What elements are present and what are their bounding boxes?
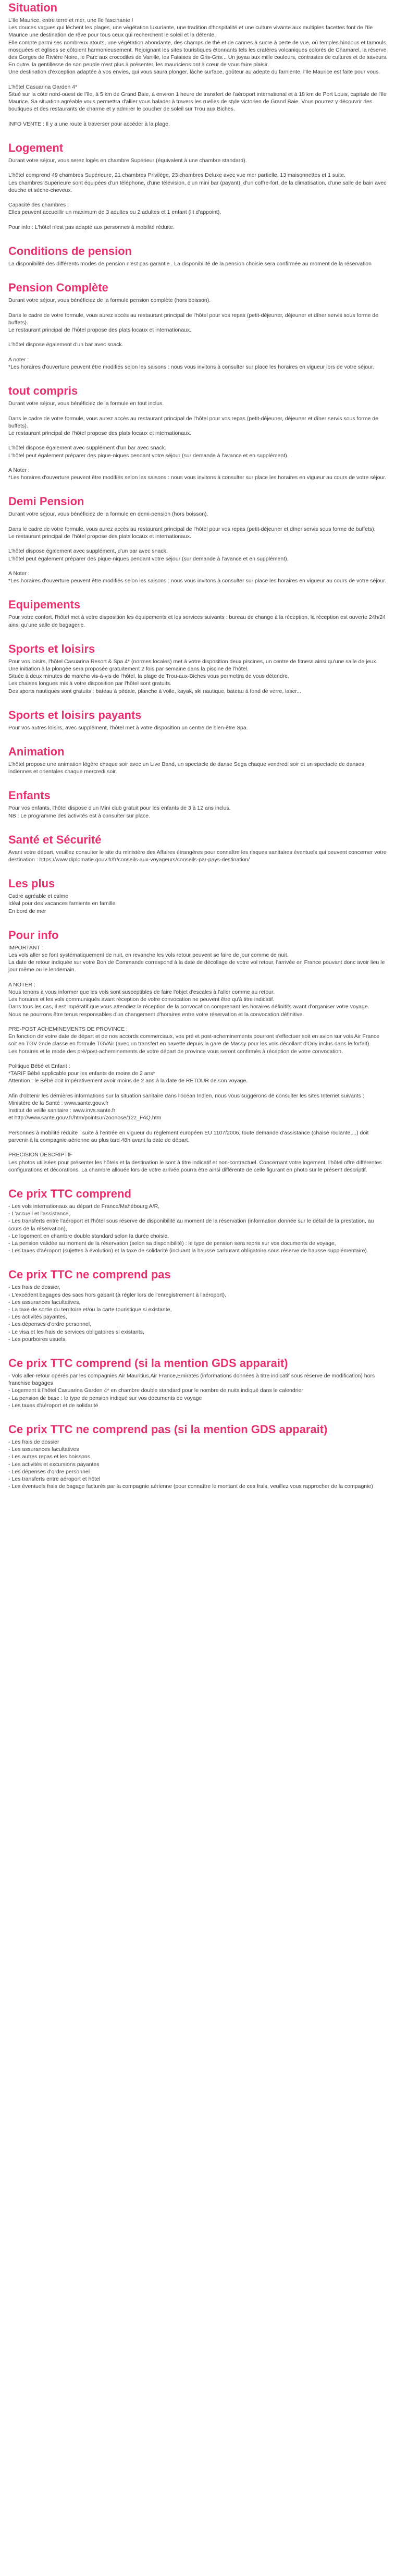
paragraph: Afin d'obtenir les dernières informations sur la situation sanitaire dans l'océan Indien, nous vous suggérons de consulter les sites Internet suivants : [8,1092,364,1099]
paragraph-spacer [8,164,389,172]
paragraph-spacer [8,1144,389,1151]
section-body [8,1203,389,1254]
paragraph: A Noter : [8,467,30,473]
paragraph: L'hôtel comprend 49 chambres Supérieure, 21 chambres Privilège, 23 chambres Deluxe avec vue mer partielle, 13 maisonnettes et 1 suite. [8,172,345,179]
paragraph: Des sports nautiques sont gratuits : bateau à pédale, planche à voile, kayak, ski nautique, bateau à fond de verre, laser... [8,688,302,694]
paragraph: Située à deux minutes de marche vis-à-vis de l'hôtel, la plage de Trou-aux-Biches vous permettra de vous détendre. [8,673,289,680]
paragraph: Situé sur la côte nord-ouest de l'île, à 5 km de Grand Baie, à environ 1 heure de transfert de l'aéroport international et à 18 km de Port Louis, capitale de l'Ile Maurice. Sa situation agréable vous permettra d'allier vous balader à travers les ruelles de style victorien de Grand Baie. Vous pourrez y découvrir des boutiques et des restaurants de charme et y admirer le coucher de soleil sur Trou aux Biches. [8,91,387,113]
paragraph: A Noter : [8,570,30,577]
paragraph: - L'accueil et l'assistance, [8,1211,70,1217]
paragraph: Le restaurant principal de l'hôtel propose des plats locaux et internationaux. [8,533,192,540]
paragraph-spacer [8,1018,389,1025]
paragraph: Elles peuvent accueillir un maximum de 3 adultes ou 2 adultes et 1 enfant (lit d'appoint). [8,209,221,216]
section-body [8,510,389,584]
paragraph: PRE-POST ACHEMINEMENTS DE PROVINCE : [8,1026,128,1033]
section-title: Pension Complète [8,281,108,295]
paragraph: Pour votre confort, l'hôtel met à votre disposition les équipements et les services suivants : bureau de change à la réception, la réception est ouverte 24h/24 ainsi qu'une salle de bagagerie. [8,614,386,628]
section [8,877,389,915]
paragraph: L'hôtel dispose également d'un bar avec snack. [8,341,124,348]
paragraph: Personnes à mobilité réduite : suite à l'entrée en vigueur du règlement européen EU 1107/2006, toute demande d'assistance (chaise roulante,...) doit parvenir à la compagnie aérienne au plus tard 48h avant la date de départ. [8,1129,369,1144]
section-body [8,260,389,267]
paragraph: Durant votre séjour, vous bénéficiez de la formule en demi-pension (hors boisson). [8,511,208,518]
paragraph: - Les assurances facultatives [8,1446,79,1453]
paragraph: - Les transferts entre l'aéroport et l'hôtel sous réserve de disponibilité au moment de la réservation (information donnée sur le détail de la prestation, au cours de la réservation), [8,1218,374,1232]
section-body [8,17,389,128]
section [8,1,389,128]
section-title: Pour info [8,928,59,942]
section [8,745,389,775]
paragraph-spacer [8,113,389,120]
section [8,1357,389,1409]
paragraph: Dans le cadre de votre formule, vous aurez accès au restaurant principal de l'hôtel pour vos repas (petit-déjeuner, déjeuner et dîner servis sous forme de buffets). [8,415,378,429]
paragraph-spacer [8,518,389,526]
paragraph: - Les dépenses d'ordre personnel, [8,1321,92,1328]
section-title: Enfants [8,789,51,802]
section-title: Les plus [8,877,55,890]
paragraph-spacer [8,1055,389,1063]
paragraph: Durant votre séjour, vous bénéficiez de la formule en tout inclus. [8,400,164,407]
section [8,833,389,863]
paragraph-spacer [8,974,389,981]
paragraph: Capacité des chambres : [8,202,69,209]
paragraph: L'hôtel Casuarina Garden 4* [8,83,78,90]
paragraph: - Les éventuels frais de bagage facturés par la compagnie aérienne (pour connaître le montant de ces frais, veuillez vous rapprocher de la compagnie) [8,1483,373,1490]
paragraph-spacer [8,563,389,570]
paragraph: Les photos utilisées pour présenter les hôtels et la destination le sont à titre indicatif et non-contractuel. Concernant votre logement, l'hôtel offre différentes configurations et décorations. La chambre allouée lors de votre arrivée pourra être ainsi différente de celle figurant en photo sur le présent descriptif. [8,1159,382,1173]
paragraph: - Les vols internationaux au départ de France/Mahébourg A/R, [8,1203,160,1210]
paragraph: Institut de veille sanitaire : www.invs.sante.fr [8,1107,116,1114]
paragraph: Dans le cadre de votre formule, vous aurez accès au restaurant principal de l'hôtel pour vos repas (petit-déjeuner, déjeuner et dîner servis sous forme de buffets). [8,312,378,326]
section-body [8,944,389,1174]
paragraph: - Les assurances facultatives, [8,1299,81,1305]
paragraph: Durant votre séjour, vous bénéficiez de la formule pension complète (hors boisson). [8,297,211,304]
paragraph: - Les activités payantes, [8,1314,67,1321]
section [8,1423,389,1490]
section-body [8,1438,389,1490]
section-title: Ce prix TTC comprend (si la mention GDS apparait) [8,1357,288,1370]
paragraph: A NOTER : [8,981,35,988]
paragraph: - Logement à l'hôtel Casuarina Garden 4* en chambre double standard pour le nombre de nuits indiqué dans le calendrier [8,1387,303,1394]
paragraph: - Les autres repas et les boissons [8,1454,90,1460]
paragraph: NB : Le programme des activités est à consulter sur place. [8,812,150,819]
section [8,642,389,695]
paragraph: - Les dépenses d'ordre personnel [8,1468,90,1475]
paragraph: Nous tenons à vous informer que les vols sont susceptibles de faire l'objet d'escales à l'aller comme au retour. [8,989,275,996]
paragraph-spacer [8,1085,389,1092]
paragraph: Les horaires et le mode des pré/post-acheminements de votre départ de province vous seront confirmés à réception de votre convocation. [8,1048,343,1055]
paragraph: IMPORTANT : [8,944,43,951]
paragraph: *TARIF Bébé applicable pour les enfants de moins de 2 ans* [8,1070,155,1077]
paragraph-spacer [8,304,389,311]
paragraph: Dans le cadre de votre formule, vous aurez accès au restaurant principal de l'hôtel pour vos repas (petit-déjeuner et dîner servis sous forme de buffets). [8,526,376,532]
paragraph: Les douces vagues qui lèchent les plages, une végétation luxuriante, une tradition d'hospitalité et une culture vivante aux multiples facettes font de l'Ile Maurice une destination de rêve pour tous ceux qui recherchent le soleil et la détente. [8,25,373,39]
paragraph: En outre, la gentillesse de son peuple n'est plus à présenter, les mauriciens ont à cœur de vous faire plaisir. [8,62,269,68]
section [8,1187,389,1254]
section-body [8,893,389,915]
section [8,598,389,628]
paragraph: Ministère de la Santé : www.sante.gouv.fr [8,1100,109,1107]
paragraph: Pour vos autres loisirs, avec supplément, l'hôtel met à votre disposition un centre de bien-être Spa. [8,724,248,731]
section-title: Demi Pension [8,495,84,508]
paragraph: - Les taxes d'aéroport (sujettes à évolution) et la taxe de solidarité (incluant la hausse carburant obligatoire sous réserve de hausse supplémentaire). [8,1248,368,1254]
section-title: tout compris [8,384,78,398]
paragraph: Durant votre séjour, vous serez logés en chambre Supérieur (équivalent à une chambre standard). [8,157,247,164]
paragraph: - Le logement en chambre double standard selon la durée choisie, [8,1232,169,1239]
section-title: Situation [8,1,58,14]
paragraph: - Les activités et excursions payantes [8,1461,100,1468]
section-body [8,804,389,819]
paragraph: *Les horaires d'ouverture peuvent être modifiés selon les saisons : nous vous invitons à consulter sur place les horaires en vigueur lors de votre séjour. [8,363,374,370]
section-body [8,1284,389,1343]
paragraph: - Les frais de dossier, [8,1284,60,1291]
section-title: Sports et loisirs payants [8,708,142,722]
paragraph: Une initiation à la plongée sera proposée gratuitement 2 fois par semaine dans la piscine de l'hôtel. [8,665,249,672]
section-title: Animation [8,744,65,758]
section [8,384,389,481]
paragraph: Le restaurant principal de l'hôtel propose des plats locaux et internationaux. [8,430,192,436]
paragraph: - Les taxes d'aéroport et de solidarité [8,1402,98,1409]
paragraph-spacer [8,407,389,414]
section-body [8,658,389,695]
section-body [8,1372,389,1409]
section-title: Ce prix TTC comprend [8,1187,131,1201]
paragraph: Idéal pour des vacances farniente en famille [8,900,116,907]
paragraph: Attention : le Bébé doit impérativement avoir moins de 2 ans à la date de RETOUR de son voyage. [8,1078,248,1084]
paragraph: Pour info : L'hôtel n'est pas adapté aux personnes à mobilité réduite. [8,224,175,230]
section-title: Ce prix TTC ne comprend pas [8,1268,171,1281]
paragraph: L'Ile Maurice, entre terre et mer, une île fascinante ! [8,17,133,23]
section [8,245,389,267]
paragraph-spacer [8,76,389,83]
paragraph: Une destination d'exception adaptée à vos envies, qui vous saura plonger, lâche surface, goûteur au adepte du farniente, l'Ile Maurice est faite pour vous. [8,69,380,76]
paragraph-spacer [8,194,389,201]
paragraph: La disponibilité des différents modes de pension n'est pas garantie . La disponibilité de la pension choisie sera confirmée au moment de la réservation [8,261,372,267]
paragraph: La date de retour indiquée sur votre Bon de Commande correspond à la date de décollage de votre vol retour, l'arrivée en France pouvant donc avoir lieu le jour même ou le lendemain. [8,959,385,973]
paragraph: Les horaires et les vols communiqués avant réception de votre convocation ne peuvent être qu'à titre indicatif. [8,996,275,1003]
paragraph: Les chambres Supérieure sont équipées d'un téléphone, d'une télévision, d'un mini bar (payant), d'un coffre-fort, de la climatisation, d'une salle de bain avec douche et sèche-cheveux. [8,179,387,193]
paragraph: Les chaises longues mis à votre disposition par l'hôtel sont gratuits. [8,680,172,687]
paragraph: L'hôtel propose une animation légère chaque soir avec un Live Band, un spectacle de danse Sega chaque vendredi soir et un spectacle de danses indiennes et orientales chaque mercredi soir. [8,761,364,775]
section [8,789,389,819]
paragraph: Nous ne pourrons être tenus responsables d'un changement d'horaires entre votre réservation et la convocation définitive. [8,1011,304,1018]
paragraph: Cadre agréable et calme [8,893,68,900]
paragraph: Elle compte parmi ses nombreux atouts, une végétation abondante, des champs de thé et de cannes à sucre à perte de vue, où temples hindous et tamouls, mosquées et églises se côtoient harmonieusement. Rejoignant les sites touristiques étonnants tels les cratères volcaniques colorés de Chamarel, la réserve des Gorges de Rivière Noire, le Parc aux crocodiles de Vanille, les Falaises de Gris-Gris... Un joyau aux mille couleurs, contrastes de cultures et de saveurs. [8,39,388,61]
section-title: Equipements [8,598,81,612]
section [8,281,389,371]
paragraph: L'hôtel peut également préparer des pique-niques pendant votre séjour (sur demande à l'avance et en supplément). [8,452,289,459]
paragraph: En fonction de votre date de départ et de nos accords commerciaux, vos pré et post-acheminements pourront s'effectuer soit en avion sur vols Air France soit en TGV 2nde classe en formule TGVAir (avec un transfert en navette depuis la gare de Massy pour les vols décollant d'Orly inclus dans le forfait). [8,1033,380,1047]
paragraph-spacer [8,216,389,224]
paragraph: L'hôtel dispose également avec supplément, d'un bar avec snack. [8,548,168,555]
section [8,709,389,731]
paragraph: - La taxe de sortie du territoire et/ou la carte touristique si existante, [8,1307,172,1313]
paragraph-spacer [8,437,389,444]
paragraph: Politique Bébé et Enfant : [8,1063,70,1070]
paragraph: - L'excédent bagages des sacs hors gabarit (à régler lors de l'enregistrement à l'aéroport), [8,1291,227,1298]
paragraph-spacer [8,349,389,356]
section-body [8,724,389,731]
description-sections [8,1,389,1491]
paragraph-spacer [8,459,389,467]
paragraph-spacer [8,1122,389,1129]
section-title: Logement [8,141,64,155]
paragraph: - Le visa et les frais de services obligatoires si existants, [8,1328,144,1335]
section-title: Santé et Sécurité [8,833,102,846]
section-body [8,400,389,481]
paragraph: *Les horaires d'ouverture peuvent être modifiés selon les saisons : nous vous invitons à consulter sur place les horaires en vigueur au cours de votre séjour. [8,578,387,584]
paragraph: - La pension de base : le type de pension indiqué sur vos documents de voyage [8,1395,202,1401]
paragraph: Le restaurant principal de l'hôtel propose des plats locaux et internationaux. [8,327,192,333]
paragraph: Dans tous les cas, il est impératif que vous attendiez la réception de la convocation comprenant les horaires définitifs avant d'organiser votre voyage. [8,1004,369,1010]
paragraph: - Les pourboires usuels. [8,1336,67,1342]
section-title: Sports et loisirs [8,642,95,655]
paragraph: - Les frais de dossier [8,1439,59,1446]
paragraph: L'hôtel dispose également avec supplément d'un bar avec snack. [8,445,166,451]
section [8,495,389,584]
paragraph: INFO VENTE : Il y a une route à traverser pour accéder à la plage. [8,120,170,127]
paragraph: et http://www.sante.gouv.fr/htm/pointsur/zoonose/12z_FAQ.htm [8,1115,162,1121]
section-body [8,849,389,863]
paragraph: Pour vos loisirs, l'hôtel Casuarina Resort & Spa 4* (normes locales) met à votre disposition deux piscines, un centre de fitness ainsi qu'une salle de jeux. [8,658,378,665]
section [8,929,389,1174]
paragraph: - Vols aller-retour opérés par les compagnies Air Mauritius,Air France,Emirates (informations données à titre indicatif sous réserve de modification) hors franchise bagages [8,1373,375,1387]
section [8,141,389,231]
paragraph: - Les transferts entre aéroport et hôtel [8,1476,101,1483]
paragraph: PRECISION DESCRIPTIF [8,1152,73,1158]
section-title: Conditions de pension [8,245,132,258]
paragraph-spacer [8,334,389,341]
section-body [8,297,389,371]
section-body [8,157,389,231]
section-title: Ce prix TTC ne comprend pas (si la mention GDS apparait) [8,1423,328,1436]
paragraph-spacer [8,540,389,547]
section-body [8,761,389,775]
paragraph: - La pension validée au moment de la réservation (selon sa disponibilité) : le type de pension sera repris sur vos documents de voyage, [8,1240,336,1247]
paragraph: L'hôtel peut également préparer des pique-niques pendant votre séjour (sur demande à l'avance et en supplément). [8,555,289,562]
paragraph: En bord de mer [8,908,46,914]
paragraph: Pour vos enfants, l'hôtel dispose d'un Mini club gratuit pour les enfants de 3 à 12 ans inclus. [8,805,231,812]
paragraph: A noter : [8,356,29,363]
paragraph: *Les horaires d'ouverture peuvent être modifiés selon les saisons : nous vous invitons à consulter sur place les horaires en vigueur au cours de votre séjour. [8,474,387,481]
paragraph: Les vols aller se font systématiquement de nuit, en revanche les vols retour peuvent se faire de jour comme de nuit. [8,952,289,959]
section [8,1268,389,1343]
paragraph: Avant votre départ, veuillez consulter le site du ministère des Affaires étrangères pour connaître les risques sanitaires éventuels qui peuvent concerner votre destination : https://www.diplomatie.gouv.fr/fr/conseils-aux-voyageurs/conseils-par-pays-destination/ [8,849,387,863]
section-body [8,614,389,628]
